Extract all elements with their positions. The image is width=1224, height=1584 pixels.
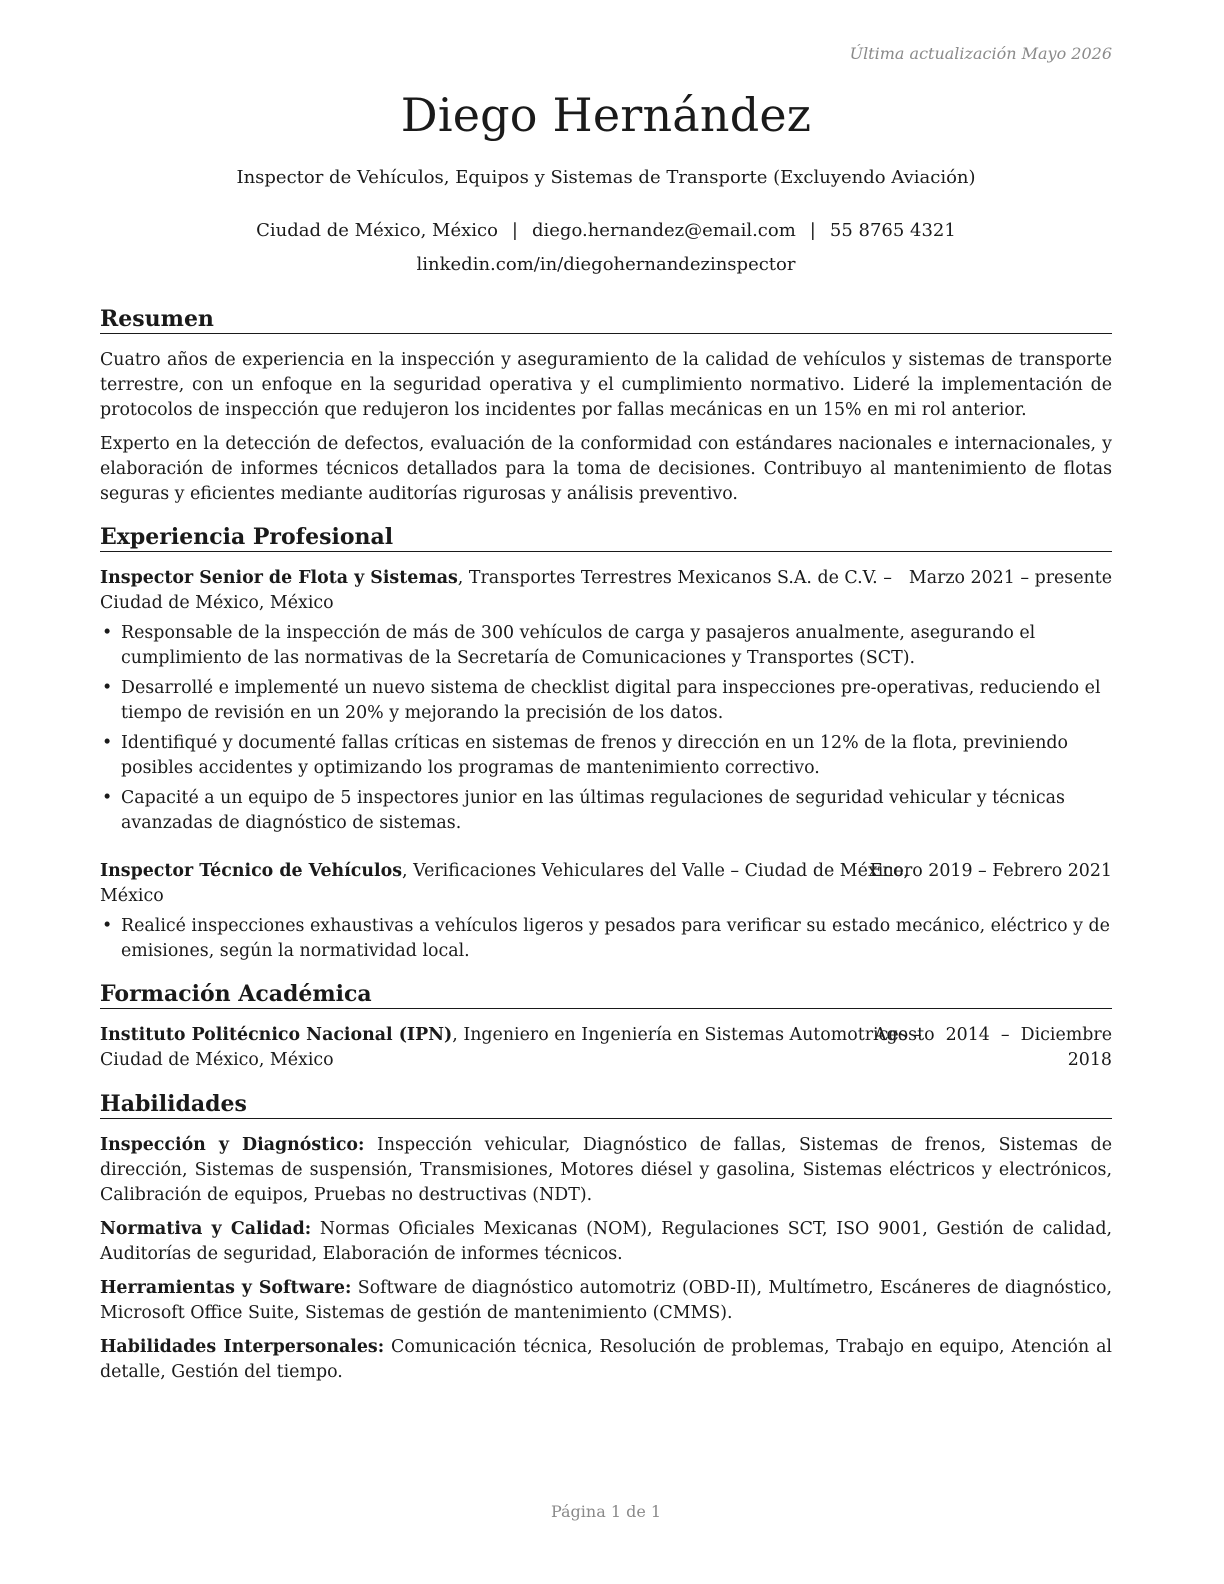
job-location: México (100, 886, 164, 906)
skill-text: Inspección vehicular, Diagnóstico de fallas, Sistemas de frenos, Sistemas de dirección, Sistemas de suspensión, Transmisiones, Motores diésel y gasolina, Sistemas eléctricos y electrónicos, Calibración de equipos, Pruebas no destructivas (NDT). (100, 1135, 1112, 1205)
skill-group (100, 1133, 1112, 1208)
education-dates-line1: Agosto 2014 – Diciembre (874, 1025, 1112, 1045)
list-item (100, 676, 1112, 726)
separator: | (809, 220, 816, 241)
job-bullets (100, 621, 1112, 841)
list-item (100, 731, 1112, 781)
school-name: Instituto Politécnico Nacional (IPN) (100, 1025, 453, 1045)
job-title: Inspector de Vehículos, Equipos y Sistemas de Transporte (Excluyendo Aviación) (236, 167, 976, 188)
skill-label: Herramientas y Software: (100, 1278, 352, 1298)
skill-text: Comunicación técnica, Resolución de problemas, Trabajo en equipo, Atención al detalle, Gestión del tiempo. (100, 1337, 1112, 1382)
skill-label: Normativa y Calidad: (100, 1219, 312, 1239)
bullet-icon: • (102, 623, 113, 643)
email-link[interactable]: diego.hernandez@email.com (532, 220, 796, 241)
location: Ciudad de México, México (256, 220, 498, 241)
last-updated: Última actualización Mayo 2026 (849, 44, 1112, 63)
skill-text: Normas Oficiales Mexicanas (NOM), Regulaciones SCT, ISO 9001, Gestión de calidad, Auditorías de seguridad, Elaboración de informes técnicos. (100, 1219, 1112, 1264)
section-title-experience: Experiencia Profesional (100, 524, 1112, 552)
skill-group (100, 1335, 1112, 1385)
job-dates: Enero 2019 – Febrero 2021 (869, 861, 1112, 881)
bullet-text: Desarrollé e implementé un nuevo sistema de checklist digital para inspecciones pre-operativas, reduciendo el tiempo de revisión en un 20% y mejorando la precisión de los datos. (121, 678, 1101, 723)
job-title-line (100, 566, 892, 591)
bullet-icon: • (102, 733, 113, 753)
resume-page (100, 0, 1112, 1584)
skill-label: Habilidades Interpersonales: (100, 1337, 385, 1357)
linkedin-link[interactable]: linkedin.com/in/diegohernandezinspector (416, 254, 796, 275)
job-company: , Transportes Terrestres Mexicanos S.A. de C.V. – (457, 568, 892, 588)
job-title-line (100, 859, 909, 884)
education-dates (874, 1023, 1112, 1073)
bullet-icon: • (102, 788, 113, 808)
phone: 55 8765 4321 (829, 220, 956, 241)
job-location: Ciudad de México, México (100, 593, 334, 613)
job-company: , Verificaciones Vehiculares del Valle – Ciudad de México, (402, 861, 909, 881)
page-number: Página 1 de 1 (550, 1502, 662, 1521)
summary-paragraph-1: Cuatro años de experiencia en la inspección y aseguramiento de la calidad de vehículos y sistemas de transporte terrestre, con un enfoque en la seguridad operativa y el cumplimiento normativo. Lideré la implementación de protocolos de inspección que redujeron los incidentes por fallas mecánicas en un 15% en mi rol anterior. (100, 350, 1112, 420)
contact-line (100, 220, 1112, 241)
section-title-summary: Resumen (100, 306, 1112, 334)
bullet-text: Responsable de la inspección de más de 300 vehículos de carga y pasajeros anualmente, asegurando el cumplimiento de las normativas de la Secretaría de Comunicaciones y Transportes (SCT). (121, 623, 1036, 668)
skill-text: Software de diagnóstico automotriz (OBD-II), Multímetro, Escáneres de diagnóstico, Microsoft Office Suite, Sistemas de gestión de mantenimiento (CMMS). (100, 1278, 1112, 1323)
list-item (100, 621, 1112, 671)
list-item (100, 786, 1112, 836)
separator: | (511, 220, 518, 241)
section-title-skills: Habilidades (100, 1091, 1112, 1119)
education-dates-line2: 2018 (1067, 1050, 1112, 1070)
job-role: Inspector Senior de Flota y Sistemas (100, 568, 458, 588)
job-dates: Marzo 2021 – presente (908, 568, 1112, 588)
skill-group (100, 1276, 1112, 1326)
skill-group (100, 1217, 1112, 1267)
job-role: Inspector Técnico de Vehículos (100, 861, 403, 881)
section-title-education: Formación Académica (100, 981, 1112, 1009)
education-location: Ciudad de México, México (100, 1050, 334, 1070)
bullet-text: Capacité a un equipo de 5 inspectores junior en las últimas regulaciones de seguridad vehicular y técnicas avanzadas de diagnóstico de sistemas. (121, 788, 1065, 833)
list-item (100, 914, 1112, 964)
bullet-icon: • (102, 678, 113, 698)
education-entry (100, 1023, 1112, 1073)
degree: , Ingeniero en Ingeniería en Sistemas Automotrices – (452, 1025, 922, 1045)
skill-label: Inspección y Diagnóstico: (100, 1135, 365, 1155)
education-title-line (100, 1023, 922, 1048)
job-header (100, 859, 1112, 909)
job-bullets (100, 914, 1112, 969)
candidate-name: Diego Hernández (400, 88, 812, 142)
summary-paragraph-2: Experto en la detección de defectos, evaluación de la conformidad con estándares nacionales e internacionales, y elaboración de informes técnicos detallados para la toma de decisiones. Contribuyo al mantenimiento de flotas seguras y eficientes mediante auditorías rigurosas y análisis preventivo. (100, 434, 1112, 504)
bullet-text: Realicé inspecciones exhaustivas a vehículos ligeros y pesados para verificar su estado mecánico, eléctrico y de emisiones, según la normatividad local. (121, 916, 1110, 961)
job-header (100, 566, 1112, 616)
bullet-icon: • (102, 916, 113, 936)
bullet-text: Identifiqué y documenté fallas críticas en sistemas de frenos y dirección en un 12% de la flota, previniendo posibles accidentes y optimizando los programas de mantenimiento correctivo. (121, 733, 1068, 778)
